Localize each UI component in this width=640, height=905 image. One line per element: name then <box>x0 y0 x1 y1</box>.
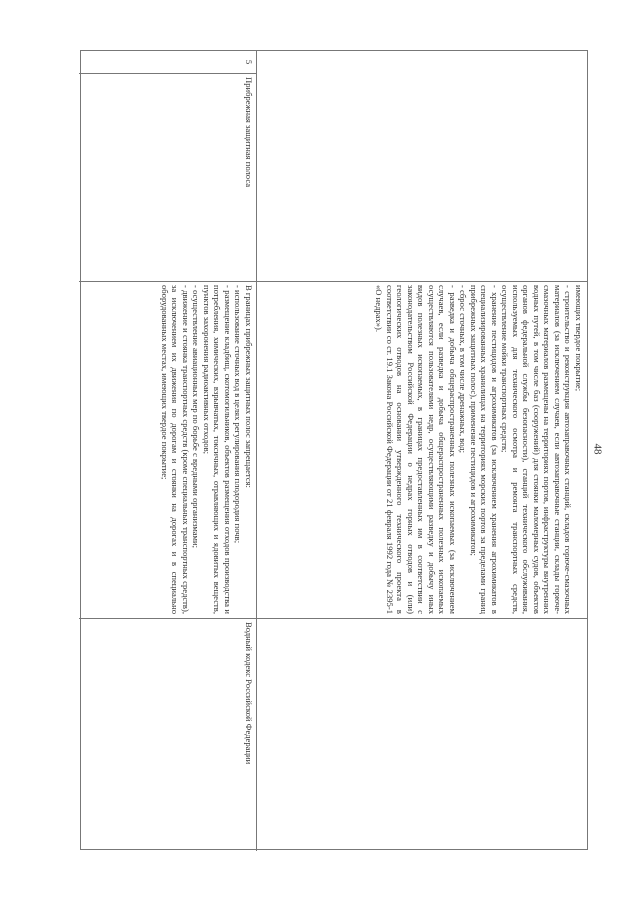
text-line: В границах прибрежных защитных полос запрещается: <box>244 285 254 488</box>
table-rotated <box>80 50 588 850</box>
text-line: - использование сточных вод в целях регулирования плодородия почв; <box>233 285 244 544</box>
page-number: 48 <box>591 443 604 455</box>
text-line: - хранение пестицидов и агрохимикатов (за исключением хранения агрохимикатов в специализированных хранилищах на территориях морских портов за пределами границ прибрежных защитных полос), применение пестицидов и агрохимикатов; <box>469 285 500 614</box>
text-line: - движение и стоянка транспортных средств (кроме специальных транспортных средств), за исключением их движения по дорогам и стоянки на дорогах и в специально оборудованных местах, имеющих твердое покрытие; <box>160 285 191 614</box>
legal-basis: Водный кодекс Российской Федерации <box>244 622 254 765</box>
text-line: имеющих твердое покрытие; <box>574 285 584 392</box>
zone-name: Прибрежная защитная полоса <box>244 77 254 188</box>
text-line: - строительство и реконструкция автозаправочных станций, складов горюче-смазочных материалов (за исключением случаев, если автозаправочные станции, склады горюче-смазочных материалов размещены на территориях портов, инфраструктуры внутренних водных путей, в том числе баз (сооружений) для стоянки маломерных судов, объектов органов федеральной службы безопасности), станций технического обслуживания, используемых для технического осмотра и ремонта транспортных средств, осуществление мойки транспортных средств; <box>500 285 574 614</box>
upper-row-text <box>257 281 587 618</box>
zones-table <box>80 50 588 850</box>
text-line: - осуществление авиационных мер по борьбе с вредными организмами; <box>191 285 202 548</box>
text-line: - сброс сточных, в том числе дренажных, вод; <box>458 285 469 454</box>
text-line: - разведка и добыча общераспространенных полезных ископаемых (за исключением случаев, если разведка и добыча общераспространенных полезных ископаемых осуществляются пользователями недр, осуществляющими разведку и добычу иных видов полезных ископаемых, в границах предоставленных им в соответствии с законодательством Российской Федерации о недрах горных отводов и (или) геологических отводов на основании утвержденного технического проекта в соответствии со ст. 19.1 Закона Российской Федерации от 21 февраля 1992 года № 2395-1 «О недрах»). <box>374 285 458 614</box>
zone-restrictions <box>79 281 257 618</box>
text-line: - размещение кладбищ, скотомогильников, объектов размещения отходов производства и потребления, химических, взрывчатых, токсичных, отравляющих и ядовитых веществ, пунктов захоронения радиоактивных отходов; <box>202 285 233 614</box>
row-number: 5 <box>244 59 254 65</box>
